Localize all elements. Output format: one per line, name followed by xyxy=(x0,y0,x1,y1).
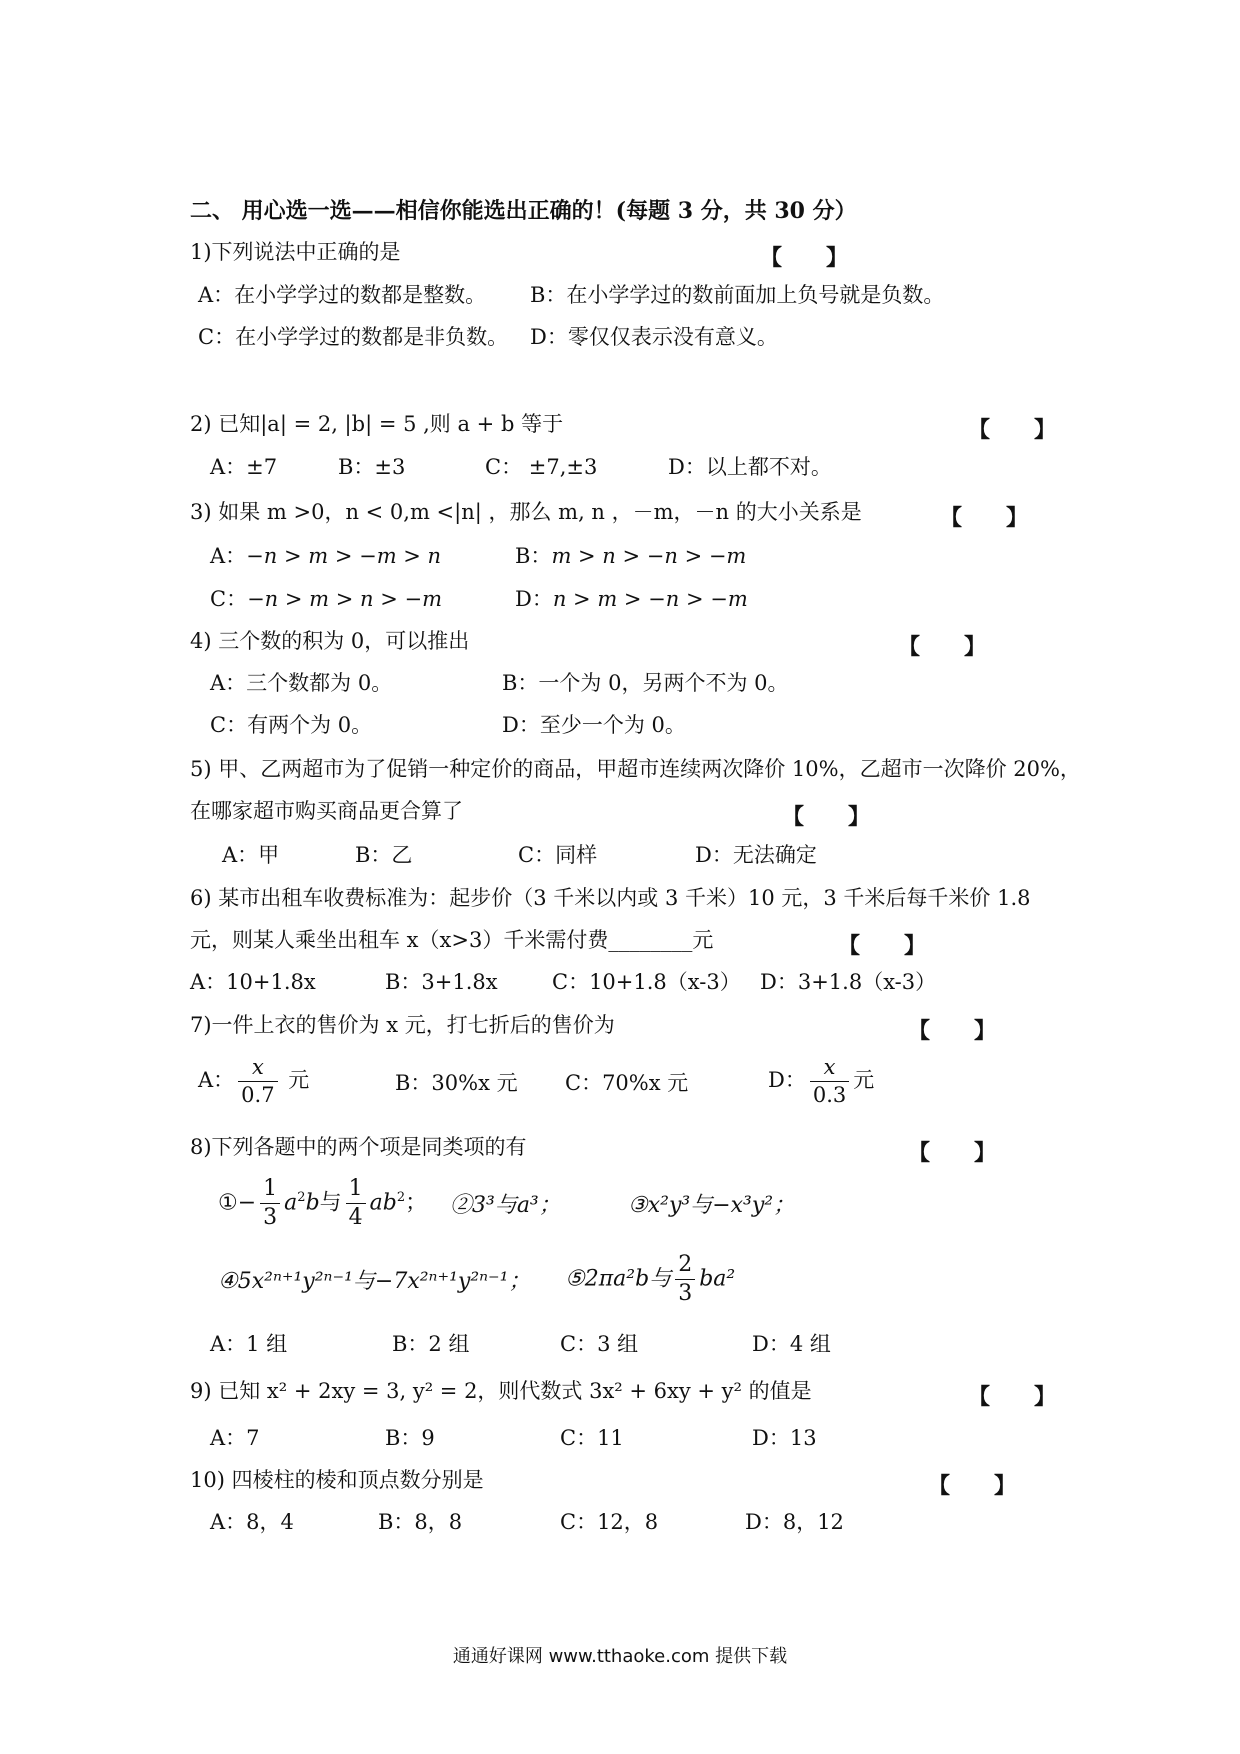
q8-item-5-suffix: ba² xyxy=(699,1266,736,1292)
q9-option-d: D：13 xyxy=(752,1426,817,1450)
q1-option-a: A：在小学学过的数都是整数。 xyxy=(198,283,487,307)
q8-item-5-fraction-numerator: 2 xyxy=(675,1254,695,1280)
q9-stem: 9) 已知 x² + 2xy = 3, y² = 2，则代数式 3x² + 6xy + y² 的值是 xyxy=(190,1379,812,1403)
q2-stem: 2) 已知|a| = 2, |b| = 5 ,则 a + b 等于 xyxy=(190,412,564,436)
q3-option-b xyxy=(515,546,746,567)
q5-option-b: B：乙 xyxy=(355,843,413,867)
q7-stem: 7)一件上衣的售价为 x 元，打七折后的售价为 xyxy=(190,1013,615,1037)
q6-option-d: D：3+1.8（x-3） xyxy=(760,970,937,994)
q5-option-c: C：同样 xyxy=(518,843,598,867)
q3-option-b-label: B： xyxy=(515,544,552,568)
q8-item-1-fraction-1-numerator: 1 xyxy=(260,1178,280,1204)
q6-answer-bracket[interactable]: 【 】 xyxy=(838,933,927,959)
q7-answer-bracket[interactable]: 【 】 xyxy=(908,1018,997,1044)
q3-option-c-expr: −n > m > n > −m xyxy=(247,587,442,611)
q7-option-b: B：30%x 元 xyxy=(395,1071,518,1095)
q8-item-1-fraction-2-numerator: 1 xyxy=(346,1178,366,1204)
q2-option-d: D：以上都不对。 xyxy=(668,455,832,479)
q10-answer-bracket[interactable]: 【 】 xyxy=(928,1473,1017,1499)
q6-option-b: B：3+1.8x xyxy=(385,970,498,994)
q3-option-d-label: D： xyxy=(515,587,553,611)
q9-option-c: C：11 xyxy=(560,1426,624,1450)
q8-option-d: D：4 组 xyxy=(752,1332,831,1356)
q10-stem: 10) 四棱柱的棱和顶点数分别是 xyxy=(190,1468,484,1492)
q9-answer-bracket[interactable]: 【 】 xyxy=(968,1384,1057,1410)
section-title: 二、 用心选一选——相信你能选出正确的！(每题 3 分，共 30 分） xyxy=(190,198,857,224)
q10-option-c: C：12，8 xyxy=(560,1510,659,1534)
q3-option-b-expr: m > n > −n > −m xyxy=(551,544,747,568)
q4-stem: 4) 三个数的积为 0，可以推出 xyxy=(190,629,470,653)
q3-option-c-label: C： xyxy=(210,587,248,611)
q1-option-d: D：零仅仅表示没有意义。 xyxy=(530,325,778,349)
q6-stem-line1: 6) 某市出租车收费标准为：起步价（3 千米以内或 3 千米）10 元，3 千米后每千米价 1.8 xyxy=(190,886,1031,910)
q7-option-a-fraction xyxy=(238,1057,277,1106)
q7-option-a-numerator: x xyxy=(238,1057,277,1082)
q6-option-a: A：10+1.8x xyxy=(190,970,316,994)
q5-stem-line2: 在哪家超市购买商品更合算了 xyxy=(190,799,463,823)
q4-option-b: B：一个为 0，另两个不为 0。 xyxy=(502,671,789,695)
q7-option-a-label: A： xyxy=(198,1068,235,1092)
q10-option-b: B：8，8 xyxy=(378,1510,463,1534)
q5-stem-line1: 5) 甲、乙两超市为了促销一种定价的商品，甲超市连续两次降价 10%，乙超市一次降价 20%， xyxy=(190,757,1081,781)
q2-option-c: C： ±7,±3 xyxy=(485,455,598,479)
q7-option-d xyxy=(768,1057,874,1106)
q7-option-d-fraction xyxy=(810,1057,849,1106)
q5-option-a: A：甲 xyxy=(222,843,280,867)
q8-option-c: C：3 组 xyxy=(560,1332,639,1356)
q7-option-d-unit: 元 xyxy=(853,1068,875,1092)
q2-option-a: A：±7 xyxy=(210,455,278,479)
q3-stem: 3) 如果 m >0，n < 0,m <|n| ，那么 m, n ，－m，－n 的大小关系是 xyxy=(190,500,862,524)
q8-item-5-fraction xyxy=(675,1254,695,1305)
q9-option-a: A：7 xyxy=(210,1426,260,1450)
q8-item-5-fraction-denominator: 3 xyxy=(678,1281,693,1306)
q2-option-b: B：±3 xyxy=(338,455,406,479)
q7-option-c: C：70%x 元 xyxy=(565,1071,689,1095)
q4-answer-bracket[interactable]: 【 】 xyxy=(898,634,987,660)
q7-option-d-denominator: 0.3 xyxy=(812,1083,847,1107)
q4-option-a: A：三个数都为 0。 xyxy=(210,671,393,695)
q1-stem: 1)下列说法中正确的是 xyxy=(190,240,401,264)
q8-item-1: ①− $\frac{1}{3}$ $a^2b$与 $\frac{1}{4}$ $ab^2$； xyxy=(218,1176,428,1230)
q10-option-d: D：8，12 xyxy=(745,1510,844,1534)
q6-option-c: C：10+1.8（x-3） xyxy=(552,970,741,994)
q3-option-a-expr: −n > m > −m > n xyxy=(246,544,442,568)
q8-item-1-fraction-2 xyxy=(346,1178,366,1229)
q8-option-b: B：2 组 xyxy=(392,1332,470,1356)
q4-option-d: D：至少一个为 0。 xyxy=(502,713,686,737)
q8-item-1-fraction-2-denominator: 4 xyxy=(348,1205,363,1230)
q8-answer-bracket[interactable]: 【 】 xyxy=(908,1140,997,1166)
q8-item-5 xyxy=(565,1254,735,1305)
q6-stem-line2: 元，则某人乘坐出租车 x（x>3）千米需付费________元 xyxy=(190,928,714,952)
q8-stem: 8)下列各题中的两个项是同类项的有 xyxy=(190,1135,527,1159)
q10-option-a: A：8，4 xyxy=(210,1510,294,1534)
q8-option-a: A：1 组 xyxy=(210,1332,288,1356)
q4-option-c: C：有两个为 0。 xyxy=(210,713,373,737)
page-footer: 通通好课网 www.tthaoke.com 提供下载 xyxy=(452,1646,788,1667)
q3-option-a-label: A： xyxy=(210,544,247,568)
q8-item-1-fraction-1 xyxy=(260,1178,280,1229)
q7-option-a-denominator: 0.7 xyxy=(241,1083,275,1107)
q8-item-1-prefix: ①− xyxy=(218,1190,257,1216)
q5-option-d: D：无法确定 xyxy=(695,843,817,867)
q8-item-3: ③x²y³与−x³y²； xyxy=(628,1193,796,1218)
q8-item-2: ②3³与a³； xyxy=(450,1193,561,1218)
q7-option-d-label: D： xyxy=(768,1068,806,1092)
q3-answer-bracket[interactable]: 【 】 xyxy=(940,505,1029,531)
q8-item-1-fraction-1-denominator: 3 xyxy=(263,1205,278,1230)
q1-answer-bracket[interactable]: 【 】 xyxy=(760,245,849,271)
q1-option-b: B：在小学学过的数前面加上负号就是负数。 xyxy=(530,283,945,307)
q8-item-4: ④5x²ⁿ⁺¹y²ⁿ⁻¹与−7x²ⁿ⁺¹y²ⁿ⁻¹； xyxy=(218,1269,531,1294)
q5-answer-bracket[interactable]: 【 】 xyxy=(782,804,871,830)
q2-answer-bracket[interactable]: 【 】 xyxy=(968,417,1057,443)
q3-option-c xyxy=(210,589,442,610)
q9-option-b: B：9 xyxy=(385,1426,435,1450)
q3-option-d-expr: n > m > −n > −m xyxy=(552,587,748,611)
q7-option-d-numerator: x xyxy=(810,1057,849,1082)
q3-option-d xyxy=(515,589,748,610)
q7-option-a xyxy=(198,1057,309,1106)
q8-item-5-prefix: ⑤2πa²b与 xyxy=(565,1266,672,1292)
q1-option-c: C：在小学学过的数都是非负数。 xyxy=(198,325,509,349)
q3-option-a xyxy=(210,546,441,567)
q7-option-a-unit: 元 xyxy=(288,1068,310,1092)
q8-item-1-connector: 与 xyxy=(319,1190,342,1216)
